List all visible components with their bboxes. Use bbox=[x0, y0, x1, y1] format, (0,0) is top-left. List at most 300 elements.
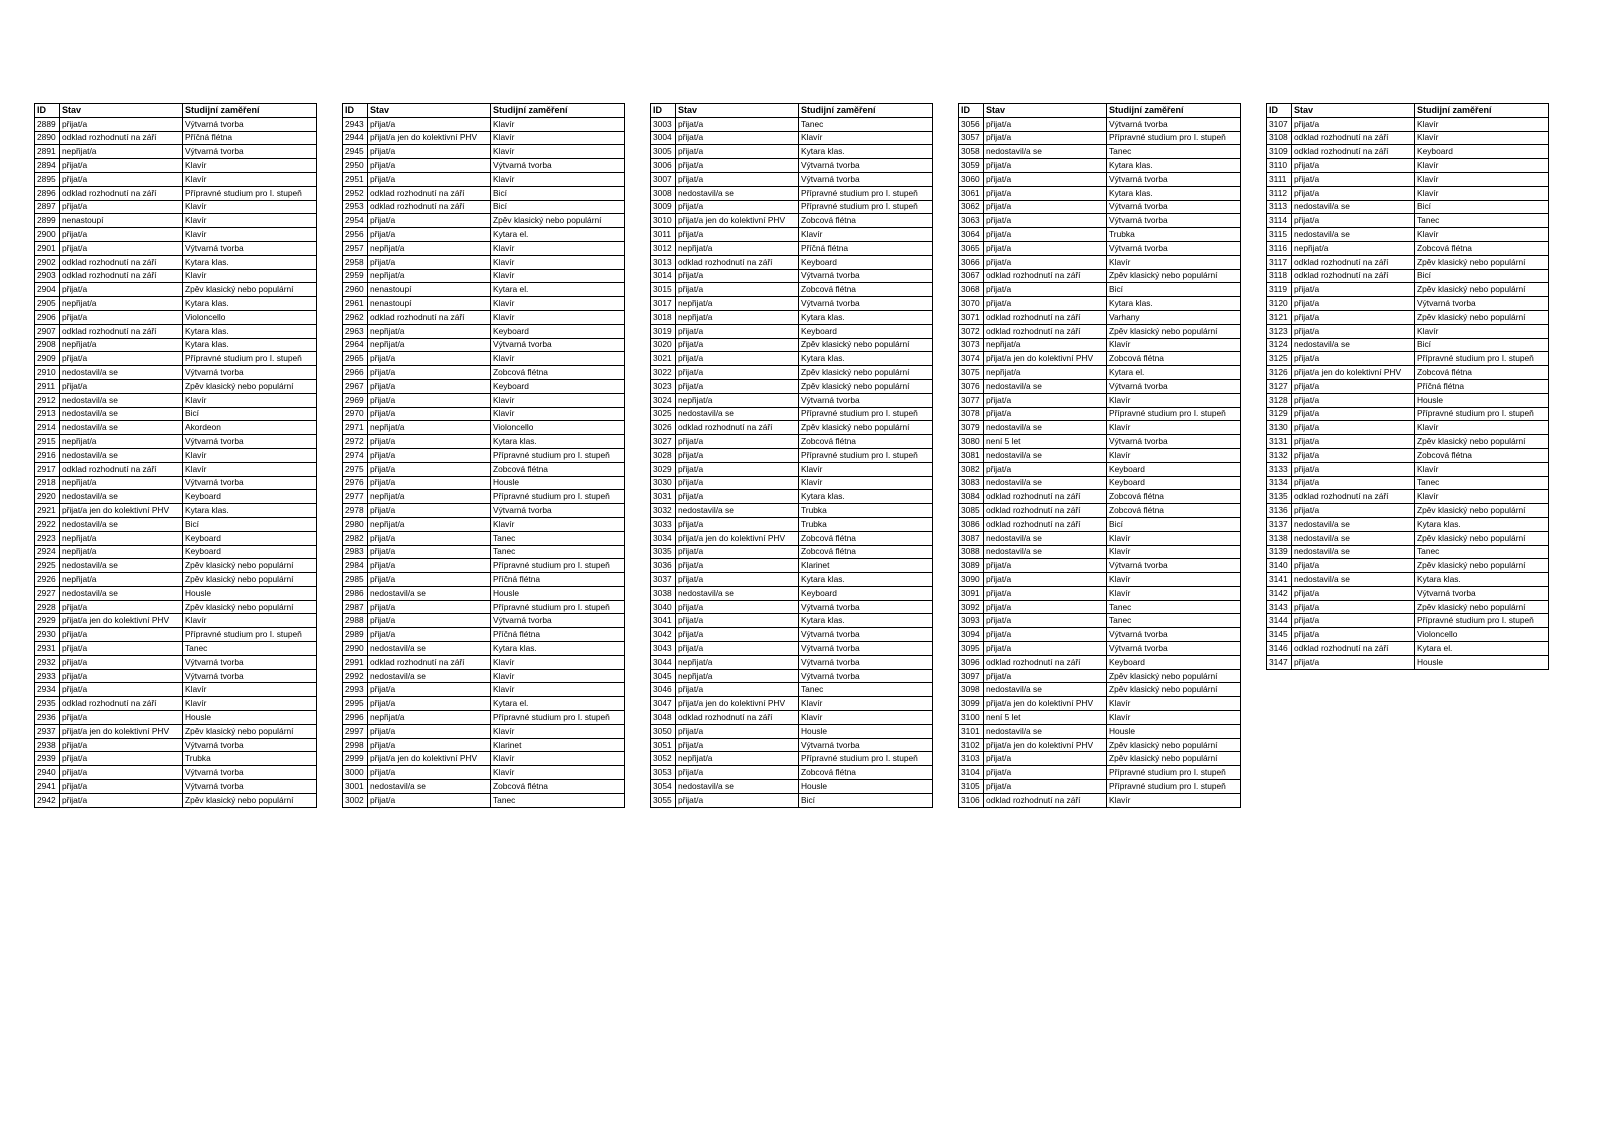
obor-cell: Klavír bbox=[799, 228, 933, 242]
id-cell: 3128 bbox=[1267, 393, 1292, 407]
table-row bbox=[35, 711, 317, 725]
id-cell: 3000 bbox=[343, 766, 368, 780]
table-row bbox=[1267, 324, 1549, 338]
obor-cell: Klavír bbox=[1415, 131, 1549, 145]
obor-cell: Violoncello bbox=[183, 310, 317, 324]
id-cell: 3082 bbox=[959, 462, 984, 476]
table-row bbox=[35, 766, 317, 780]
id-cell: 3012 bbox=[651, 241, 676, 255]
stav-cell: přijat/a bbox=[984, 407, 1107, 421]
table-row bbox=[959, 352, 1241, 366]
stav-cell: přijat/a bbox=[368, 724, 491, 738]
id-cell: 3078 bbox=[959, 407, 984, 421]
id-cell: 3020 bbox=[651, 338, 676, 352]
stav-cell: odklad rozhodnutí na září bbox=[1292, 490, 1415, 504]
stav-cell: nedostavil/a se bbox=[984, 545, 1107, 559]
table-row bbox=[35, 738, 317, 752]
stav-cell: nedostavil/a se bbox=[676, 504, 799, 518]
stav-cell: přijat/a bbox=[368, 117, 491, 131]
stav-cell: odklad rozhodnutí na září bbox=[676, 255, 799, 269]
obor-cell: Zobcová flétna bbox=[1415, 241, 1549, 255]
stav-cell: nepřijat/a bbox=[1292, 241, 1415, 255]
id-cell: 2941 bbox=[35, 780, 60, 794]
table-row bbox=[343, 586, 625, 600]
obor-cell: Příčná flétna bbox=[491, 573, 625, 587]
obor-cell: Zpěv klasický nebo populární bbox=[183, 724, 317, 738]
stav-cell: přijat/a bbox=[676, 559, 799, 573]
obor-cell: Trubka bbox=[799, 517, 933, 531]
obor-cell: Zobcová flétna bbox=[1415, 366, 1549, 380]
table-row bbox=[1267, 448, 1549, 462]
stav-cell: přijat/a bbox=[1292, 628, 1415, 642]
stav-cell: nedostavil/a se bbox=[984, 379, 1107, 393]
stav-cell: přijat/a bbox=[368, 600, 491, 614]
id-cell: 3094 bbox=[959, 628, 984, 642]
obor-cell: Klavír bbox=[1107, 255, 1241, 269]
stav-cell: přijat/a bbox=[676, 228, 799, 242]
obor-cell: Klavír bbox=[1415, 172, 1549, 186]
obor-cell: Kytara klas. bbox=[1107, 297, 1241, 311]
id-cell: 2987 bbox=[343, 600, 368, 614]
obor-cell: Kytara klas. bbox=[799, 573, 933, 587]
obor-cell: Klavír bbox=[799, 131, 933, 145]
table-row bbox=[651, 462, 933, 476]
obor-cell: Výtvarná tvorba bbox=[183, 117, 317, 131]
obor-cell: Klavír bbox=[491, 117, 625, 131]
obor-cell: Keyboard bbox=[799, 586, 933, 600]
id-cell: 2944 bbox=[343, 131, 368, 145]
obor-cell: Klavír bbox=[1415, 186, 1549, 200]
stav-cell: přijat/a bbox=[368, 448, 491, 462]
id-cell: 3030 bbox=[651, 476, 676, 490]
id-cell: 3037 bbox=[651, 573, 676, 587]
stav-cell: přijat/a bbox=[60, 172, 183, 186]
stav-cell: nepřijat/a bbox=[676, 655, 799, 669]
obor-cell: Klavír bbox=[183, 614, 317, 628]
table-row bbox=[959, 462, 1241, 476]
obor-cell: Zpěv klasický nebo populární bbox=[799, 379, 933, 393]
id-cell: 2895 bbox=[35, 172, 60, 186]
obor-cell: Klavír bbox=[1415, 117, 1549, 131]
table-row bbox=[35, 669, 317, 683]
table-row bbox=[1267, 504, 1549, 518]
table-row bbox=[1267, 255, 1549, 269]
id-cell: 3001 bbox=[343, 780, 368, 794]
stav-cell: přijat/a bbox=[368, 462, 491, 476]
id-cell: 3130 bbox=[1267, 421, 1292, 435]
table-row bbox=[343, 131, 625, 145]
table-row bbox=[959, 131, 1241, 145]
stav-cell: přijat/a bbox=[1292, 462, 1415, 476]
id-cell: 3147 bbox=[1267, 655, 1292, 669]
id-cell: 3103 bbox=[959, 752, 984, 766]
id-cell: 3115 bbox=[1267, 228, 1292, 242]
obor-cell: Keyboard bbox=[183, 545, 317, 559]
obor-cell: Kytara klas. bbox=[183, 255, 317, 269]
stav-cell: přijat/a bbox=[984, 131, 1107, 145]
table-row bbox=[651, 724, 933, 738]
id-cell: 3137 bbox=[1267, 517, 1292, 531]
table-row bbox=[651, 421, 933, 435]
obor-cell: Klavír bbox=[491, 517, 625, 531]
stav-cell: přijat/a bbox=[1292, 324, 1415, 338]
table-row bbox=[343, 200, 625, 214]
obor-cell: Zpěv klasický nebo populární bbox=[183, 283, 317, 297]
id-header: ID bbox=[343, 104, 368, 118]
stav-cell: přijat/a bbox=[984, 462, 1107, 476]
id-cell: 3011 bbox=[651, 228, 676, 242]
table-row bbox=[959, 269, 1241, 283]
table-row bbox=[651, 131, 933, 145]
table-row bbox=[959, 338, 1241, 352]
id-cell: 3075 bbox=[959, 366, 984, 380]
stav-cell: přijat/a bbox=[368, 614, 491, 628]
obor-cell: Keyboard bbox=[1107, 462, 1241, 476]
obor-cell: Kytara klas. bbox=[491, 435, 625, 449]
obor-cell: Přípravné studium pro I. stupeň bbox=[183, 628, 317, 642]
table-row bbox=[651, 711, 933, 725]
table-row bbox=[35, 283, 317, 297]
table-row bbox=[959, 504, 1241, 518]
id-cell: 2975 bbox=[343, 462, 368, 476]
id-cell: 3056 bbox=[959, 117, 984, 131]
id-cell: 3087 bbox=[959, 531, 984, 545]
stav-cell: přijat/a bbox=[984, 669, 1107, 683]
obor-cell: Klavír bbox=[183, 269, 317, 283]
stav-cell: odklad rozhodnutí na září bbox=[60, 324, 183, 338]
obor-cell: Klavír bbox=[1107, 586, 1241, 600]
id-cell: 2897 bbox=[35, 200, 60, 214]
stav-cell: přijat/a bbox=[368, 573, 491, 587]
stav-cell: nenastoupí bbox=[368, 297, 491, 311]
obor-header: Studijní zaměření bbox=[491, 104, 625, 118]
id-cell: 3052 bbox=[651, 752, 676, 766]
table-row bbox=[959, 310, 1241, 324]
id-cell: 2915 bbox=[35, 435, 60, 449]
id-cell: 3024 bbox=[651, 393, 676, 407]
obor-cell: Tanec bbox=[799, 683, 933, 697]
id-cell: 3145 bbox=[1267, 628, 1292, 642]
id-cell: 3142 bbox=[1267, 586, 1292, 600]
table-row bbox=[35, 297, 317, 311]
obor-cell: Zpěv klasický nebo populární bbox=[183, 559, 317, 573]
table-row bbox=[1267, 214, 1549, 228]
id-cell: 3146 bbox=[1267, 642, 1292, 656]
id-cell: 3140 bbox=[1267, 559, 1292, 573]
table-row bbox=[959, 366, 1241, 380]
table-row bbox=[959, 655, 1241, 669]
obor-cell: Kytara el. bbox=[491, 228, 625, 242]
obor-cell: Kytara klas. bbox=[799, 490, 933, 504]
id-cell: 2913 bbox=[35, 407, 60, 421]
id-cell: 3036 bbox=[651, 559, 676, 573]
id-cell: 2914 bbox=[35, 421, 60, 435]
table-row bbox=[1267, 628, 1549, 642]
obor-cell: Klavír bbox=[1415, 159, 1549, 173]
table-row bbox=[343, 462, 625, 476]
id-cell: 2911 bbox=[35, 379, 60, 393]
id-cell: 3067 bbox=[959, 269, 984, 283]
id-cell: 2965 bbox=[343, 352, 368, 366]
stav-cell: přijat/a jen do kolektivní PHV bbox=[368, 131, 491, 145]
table-row bbox=[35, 600, 317, 614]
stav-cell: přijat/a bbox=[676, 545, 799, 559]
stav-cell: přijat/a bbox=[368, 407, 491, 421]
table-row bbox=[35, 476, 317, 490]
obor-cell: Přípravné studium pro I. stupeň bbox=[1415, 407, 1549, 421]
id-cell: 2954 bbox=[343, 214, 368, 228]
id-cell: 3092 bbox=[959, 600, 984, 614]
stav-cell: přijat/a bbox=[984, 766, 1107, 780]
id-cell: 3125 bbox=[1267, 352, 1292, 366]
table-header-row bbox=[1267, 104, 1549, 118]
table-row bbox=[35, 324, 317, 338]
id-cell: 3121 bbox=[1267, 310, 1292, 324]
obor-cell: Tanec bbox=[491, 545, 625, 559]
stav-cell: nedostavil/a se bbox=[60, 448, 183, 462]
stav-cell: přijat/a bbox=[676, 200, 799, 214]
id-cell: 3035 bbox=[651, 545, 676, 559]
obor-cell: Klavír bbox=[491, 310, 625, 324]
stav-header: Stav bbox=[676, 104, 799, 118]
obor-cell: Housle bbox=[1415, 655, 1549, 669]
id-cell: 3058 bbox=[959, 145, 984, 159]
table-row bbox=[959, 214, 1241, 228]
table-row bbox=[343, 297, 625, 311]
obor-cell: Keyboard bbox=[1107, 655, 1241, 669]
stav-cell: přijat/a bbox=[368, 559, 491, 573]
obor-cell: Trubka bbox=[1107, 228, 1241, 242]
obor-cell: Výtvarná tvorba bbox=[1107, 435, 1241, 449]
obor-cell: Výtvarná tvorba bbox=[183, 145, 317, 159]
table-row bbox=[1267, 614, 1549, 628]
obor-cell: Bicí bbox=[183, 517, 317, 531]
id-cell: 3060 bbox=[959, 172, 984, 186]
obor-cell: Tanec bbox=[1107, 600, 1241, 614]
stav-cell: přijat/a bbox=[984, 600, 1107, 614]
table-row bbox=[651, 683, 933, 697]
table-row bbox=[959, 600, 1241, 614]
stav-cell: není 5 let bbox=[984, 711, 1107, 725]
obor-cell: Výtvarná tvorba bbox=[799, 642, 933, 656]
table-row bbox=[959, 752, 1241, 766]
stav-cell: přijat/a bbox=[1292, 379, 1415, 393]
table-row bbox=[343, 766, 625, 780]
obor-cell: Violoncello bbox=[491, 421, 625, 435]
stav-cell: odklad rozhodnutí na září bbox=[984, 517, 1107, 531]
id-cell: 2974 bbox=[343, 448, 368, 462]
id-cell: 3106 bbox=[959, 793, 984, 807]
obor-cell: Kytara klas. bbox=[1107, 186, 1241, 200]
stav-cell: nedostavil/a se bbox=[984, 683, 1107, 697]
id-cell: 3008 bbox=[651, 186, 676, 200]
id-cell: 2908 bbox=[35, 338, 60, 352]
table-row bbox=[35, 435, 317, 449]
obor-cell: Příčná flétna bbox=[1415, 379, 1549, 393]
id-cell: 2984 bbox=[343, 559, 368, 573]
table-row bbox=[651, 228, 933, 242]
id-cell: 2899 bbox=[35, 214, 60, 228]
table-row bbox=[959, 145, 1241, 159]
stav-cell: nedostavil/a se bbox=[60, 421, 183, 435]
stav-cell: přijat/a bbox=[676, 283, 799, 297]
obor-cell: Keyboard bbox=[491, 324, 625, 338]
stav-cell: přijat/a bbox=[1292, 614, 1415, 628]
obor-cell: Klavír bbox=[183, 214, 317, 228]
stav-cell: přijat/a bbox=[676, 628, 799, 642]
obor-cell: Klavír bbox=[183, 697, 317, 711]
id-cell: 3044 bbox=[651, 655, 676, 669]
obor-cell: Výtvarná tvorba bbox=[1107, 214, 1241, 228]
id-cell: 2970 bbox=[343, 407, 368, 421]
id-cell: 3002 bbox=[343, 793, 368, 807]
stav-cell: přijat/a bbox=[984, 214, 1107, 228]
id-cell: 3038 bbox=[651, 586, 676, 600]
obor-cell: Zobcová flétna bbox=[799, 766, 933, 780]
id-cell: 3023 bbox=[651, 379, 676, 393]
stav-cell: přijat/a bbox=[60, 793, 183, 807]
obor-cell: Výtvarná tvorba bbox=[183, 669, 317, 683]
table-row bbox=[343, 448, 625, 462]
stav-cell: přijat/a bbox=[60, 283, 183, 297]
stav-cell: přijat/a bbox=[984, 642, 1107, 656]
table-row bbox=[343, 421, 625, 435]
obor-cell: Výtvarná tvorba bbox=[183, 476, 317, 490]
id-cell: 2953 bbox=[343, 200, 368, 214]
obor-cell: Keyboard bbox=[183, 531, 317, 545]
obor-cell: Klavír bbox=[491, 145, 625, 159]
id-cell: 3009 bbox=[651, 200, 676, 214]
id-cell: 2989 bbox=[343, 628, 368, 642]
stav-cell: odklad rozhodnutí na září bbox=[984, 269, 1107, 283]
table-row bbox=[959, 172, 1241, 186]
id-cell: 3042 bbox=[651, 628, 676, 642]
table-row bbox=[343, 159, 625, 173]
table-row bbox=[35, 214, 317, 228]
table-row bbox=[343, 531, 625, 545]
obor-cell: Výtvarná tvorba bbox=[799, 172, 933, 186]
stav-cell: přijat/a bbox=[368, 435, 491, 449]
obor-cell: Klavír bbox=[491, 669, 625, 683]
id-cell: 2972 bbox=[343, 435, 368, 449]
id-cell: 2958 bbox=[343, 255, 368, 269]
obor-cell: Klarinet bbox=[491, 738, 625, 752]
obor-cell: Zobcová flétna bbox=[1107, 504, 1241, 518]
id-cell: 3043 bbox=[651, 642, 676, 656]
obor-cell: Kytara el. bbox=[491, 697, 625, 711]
stav-cell: přijat/a jen do kolektivní PHV bbox=[984, 738, 1107, 752]
table-row bbox=[1267, 655, 1549, 669]
obor-cell: Zpěv klasický nebo populární bbox=[183, 573, 317, 587]
stav-cell: přijat/a bbox=[984, 614, 1107, 628]
table-row bbox=[959, 780, 1241, 794]
stav-cell: nedostavil/a se bbox=[368, 586, 491, 600]
obor-cell: Klavír bbox=[1415, 490, 1549, 504]
stav-cell: odklad rozhodnutí na září bbox=[984, 793, 1107, 807]
stav-cell: nedostavil/a se bbox=[984, 476, 1107, 490]
obor-cell: Výtvarná tvorba bbox=[799, 159, 933, 173]
table-row bbox=[959, 586, 1241, 600]
obor-cell: Přípravné studium pro I. stupeň bbox=[1415, 352, 1549, 366]
table-row bbox=[651, 297, 933, 311]
table-row bbox=[959, 448, 1241, 462]
table-row bbox=[651, 338, 933, 352]
obor-cell: Přípravné studium pro I. stupeň bbox=[491, 711, 625, 725]
id-cell: 2907 bbox=[35, 324, 60, 338]
obor-cell: Výtvarná tvorba bbox=[1107, 241, 1241, 255]
table-row bbox=[651, 628, 933, 642]
stav-cell: přijat/a bbox=[60, 628, 183, 642]
id-cell: 3045 bbox=[651, 669, 676, 683]
id-header: ID bbox=[1267, 104, 1292, 118]
obor-cell: Zpěv klasický nebo populární bbox=[1415, 435, 1549, 449]
stav-cell: přijat/a bbox=[368, 228, 491, 242]
id-cell: 2971 bbox=[343, 421, 368, 435]
obor-cell: Přípravné studium pro I. stupeň bbox=[799, 407, 933, 421]
obor-cell: Akordeon bbox=[183, 421, 317, 435]
stav-cell: nedostavil/a se bbox=[984, 448, 1107, 462]
table-row bbox=[1267, 559, 1549, 573]
obor-cell: Přípravné studium pro I. stupeň bbox=[491, 559, 625, 573]
stav-cell: přijat/a bbox=[368, 214, 491, 228]
id-cell: 3025 bbox=[651, 407, 676, 421]
id-cell: 2935 bbox=[35, 697, 60, 711]
stav-cell: přijat/a bbox=[1292, 352, 1415, 366]
stav-cell: odklad rozhodnutí na září bbox=[60, 697, 183, 711]
obor-cell: Zobcová flétna bbox=[491, 780, 625, 794]
obor-cell: Výtvarná tvorba bbox=[183, 655, 317, 669]
obor-cell: Klavír bbox=[183, 228, 317, 242]
id-cell: 2962 bbox=[343, 310, 368, 324]
obor-cell: Přípravné studium pro I. stupeň bbox=[183, 352, 317, 366]
id-cell: 3095 bbox=[959, 642, 984, 656]
obor-cell: Výtvarná tvorba bbox=[1107, 200, 1241, 214]
table-row bbox=[1267, 421, 1549, 435]
id-cell: 3135 bbox=[1267, 490, 1292, 504]
table-row bbox=[959, 297, 1241, 311]
id-cell: 3070 bbox=[959, 297, 984, 311]
obor-cell: Výtvarná tvorba bbox=[491, 504, 625, 518]
admissions-table-1 bbox=[34, 103, 317, 808]
obor-cell: Tanec bbox=[1415, 214, 1549, 228]
id-cell: 3126 bbox=[1267, 366, 1292, 380]
stav-cell: nedostavil/a se bbox=[984, 724, 1107, 738]
obor-cell: Kytara el. bbox=[491, 283, 625, 297]
stav-cell: přijat/a jen do kolektivní PHV bbox=[676, 214, 799, 228]
stav-cell: nenastoupí bbox=[368, 283, 491, 297]
obor-cell: Klavír bbox=[491, 172, 625, 186]
stav-cell: přijat/a bbox=[676, 352, 799, 366]
obor-cell: Přípravné studium pro I. stupeň bbox=[491, 490, 625, 504]
obor-cell: Bicí bbox=[1415, 338, 1549, 352]
table-header-row bbox=[651, 104, 933, 118]
table-row bbox=[651, 517, 933, 531]
obor-header: Studijní zaměření bbox=[1107, 104, 1241, 118]
id-cell: 2912 bbox=[35, 393, 60, 407]
table-row bbox=[1267, 545, 1549, 559]
stav-cell: přijat/a jen do kolektivní PHV bbox=[60, 504, 183, 518]
admissions-table-2 bbox=[342, 103, 625, 808]
id-cell: 3093 bbox=[959, 614, 984, 628]
obor-cell: Zpěv klasický nebo populární bbox=[1415, 283, 1549, 297]
obor-cell: Klavír bbox=[491, 241, 625, 255]
id-cell: 3040 bbox=[651, 600, 676, 614]
id-cell: 3077 bbox=[959, 393, 984, 407]
id-cell: 3117 bbox=[1267, 255, 1292, 269]
stav-cell: přijat/a bbox=[1292, 283, 1415, 297]
obor-cell: Tanec bbox=[1415, 476, 1549, 490]
stav-cell: nedostavil/a se bbox=[1292, 573, 1415, 587]
